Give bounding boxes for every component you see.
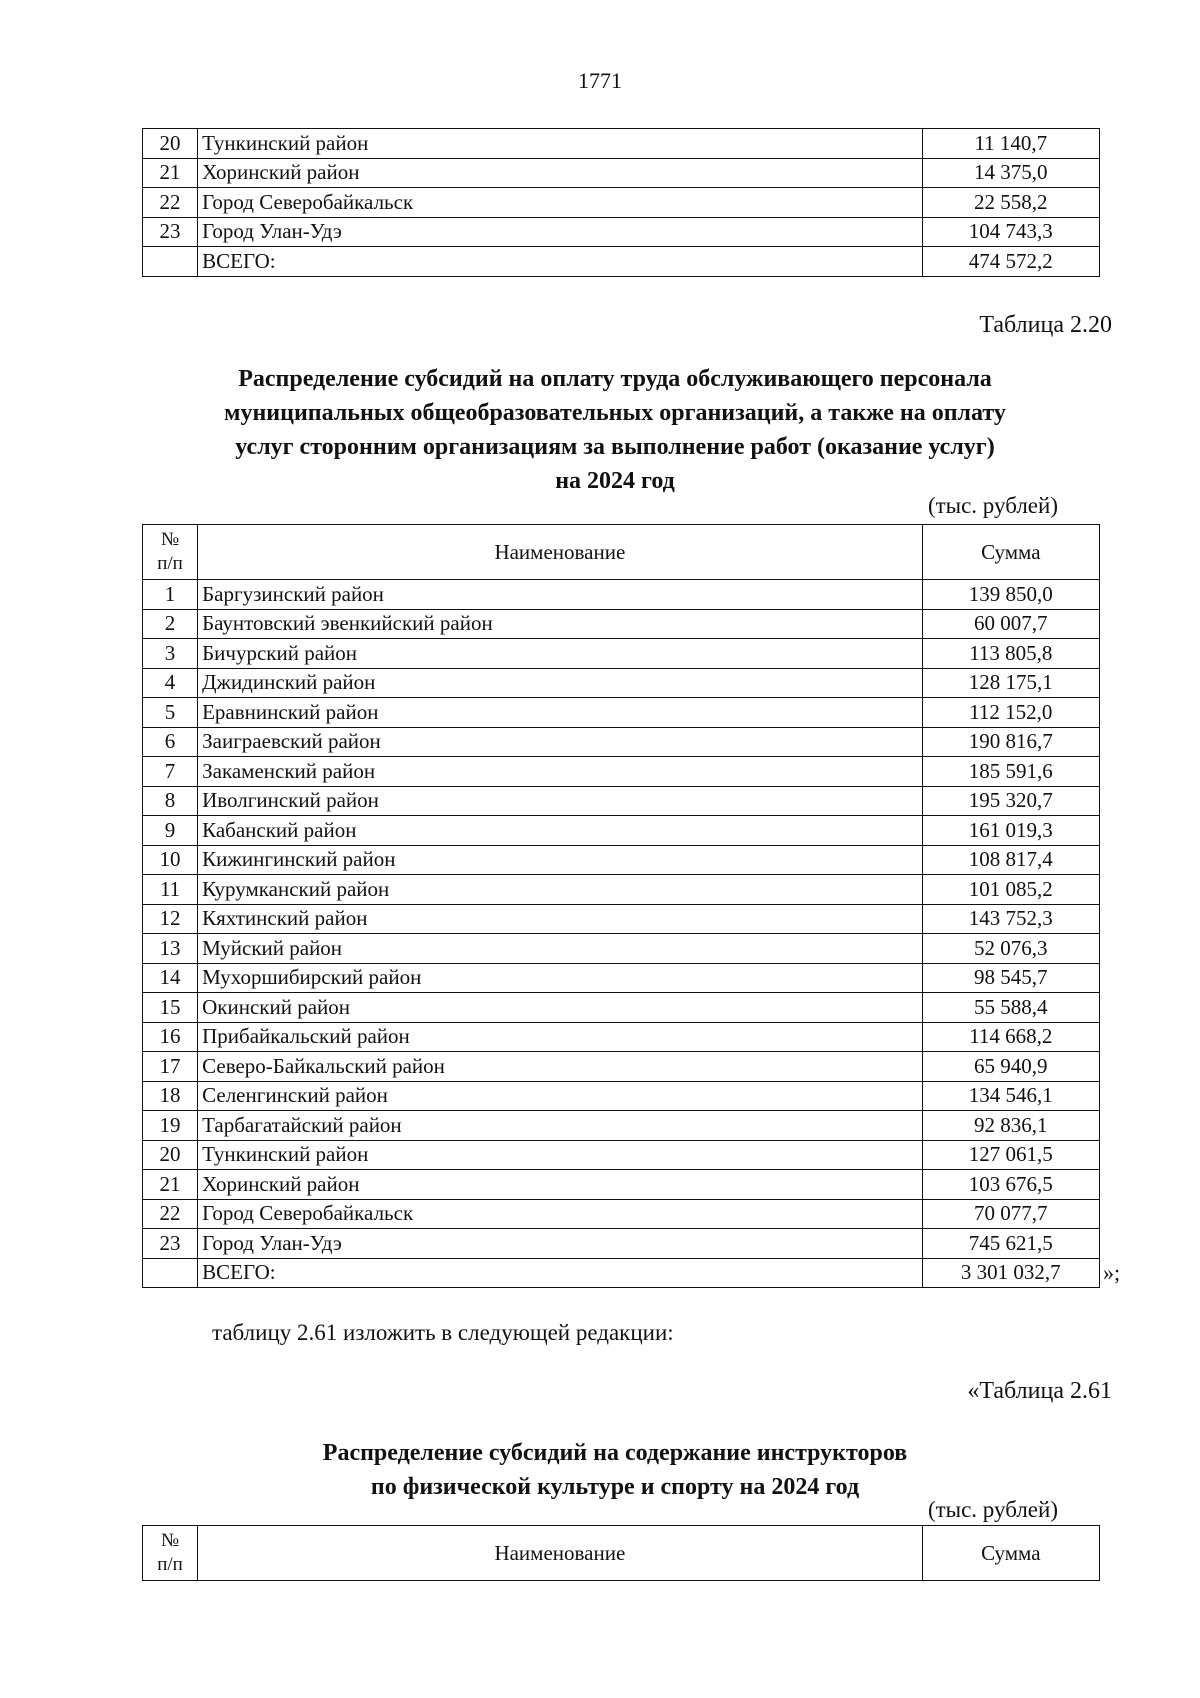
- row-sum: 112 152,0: [922, 698, 1099, 728]
- table-row: [143, 188, 1100, 218]
- table-row: [143, 934, 1100, 964]
- row-name: Город Улан-Удэ: [198, 1229, 923, 1259]
- table-row: [143, 609, 1100, 639]
- row-sum: 745 621,5: [922, 1229, 1099, 1259]
- table-row: [143, 580, 1100, 610]
- table-row: [143, 1229, 1100, 1259]
- row-number: 4: [143, 668, 198, 698]
- row-name: Бичурский район: [198, 639, 923, 669]
- row-name: Джидинский район: [198, 668, 923, 698]
- table-header-row: [143, 525, 1100, 580]
- header-name: Наименование: [198, 525, 923, 580]
- table-row: [143, 217, 1100, 247]
- heading-line: по физической культуре и спорту на 2024 год: [370, 1474, 860, 1500]
- row-sum: 70 077,7: [922, 1199, 1099, 1229]
- header-name: Наименование: [198, 1526, 923, 1581]
- table-row: [143, 757, 1100, 787]
- table-row: [143, 875, 1100, 905]
- row-sum: 52 076,3: [922, 934, 1099, 964]
- table-row: [143, 639, 1100, 669]
- table-row: [143, 816, 1100, 846]
- row-name: Мухоршибирский район: [198, 963, 923, 993]
- row-number: 9: [143, 816, 198, 846]
- row-sum: 128 175,1: [922, 668, 1099, 698]
- row-sum: 474 572,2: [922, 247, 1099, 277]
- row-number: 23: [143, 1229, 198, 1259]
- row-sum: 190 816,7: [922, 727, 1099, 757]
- row-number: [143, 247, 198, 277]
- row-number: 20: [143, 1140, 198, 1170]
- heading-table-2-61: [130, 1436, 1100, 1504]
- row-number: 18: [143, 1081, 198, 1111]
- row-number: 7: [143, 757, 198, 787]
- row-sum: 139 850,0: [922, 580, 1099, 610]
- heading-line: муниципальных общеобразовательных организаций, а также на оплату: [224, 400, 1006, 426]
- row-number: 12: [143, 904, 198, 934]
- row-name: Кабанский район: [198, 816, 923, 846]
- header-sum: Сумма: [922, 525, 1099, 580]
- row-sum: 108 817,4: [922, 845, 1099, 875]
- row-name: Город Северобайкальск: [198, 1199, 923, 1229]
- page-number: 1771: [578, 68, 622, 93]
- table-row: [143, 1199, 1100, 1229]
- instruction-text: таблицу 2.61 изложить в следующей редакции:: [212, 1320, 674, 1345]
- row-number: 6: [143, 727, 198, 757]
- row-sum: 11 140,7: [922, 129, 1099, 159]
- table-row: [143, 129, 1100, 159]
- table-row: [143, 1022, 1100, 1052]
- row-name: Курумканский район: [198, 875, 923, 905]
- row-number: 19: [143, 1111, 198, 1141]
- row-sum: 195 320,7: [922, 786, 1099, 816]
- row-number: 21: [143, 158, 198, 188]
- row-number: 22: [143, 1199, 198, 1229]
- table-row: [143, 1258, 1100, 1288]
- closing-quote-mark: »;: [1103, 1260, 1121, 1285]
- table-row: [143, 963, 1100, 993]
- row-sum: 60 007,7: [922, 609, 1099, 639]
- row-number: 2: [143, 609, 198, 639]
- row-sum: 22 558,2: [922, 188, 1099, 218]
- row-sum: 113 805,8: [922, 639, 1099, 669]
- table-label-2-61: «Таблица 2.61: [967, 1378, 1112, 1404]
- table-row: [143, 698, 1100, 728]
- table-row: [143, 1081, 1100, 1111]
- row-name: ВСЕГО:: [198, 1258, 923, 1288]
- row-name: Кяхтинский район: [198, 904, 923, 934]
- row-sum: 103 676,5: [922, 1170, 1099, 1200]
- row-name: Баунтовский эвенкийский район: [198, 609, 923, 639]
- table-2-61: [142, 1525, 1100, 1581]
- row-sum: 134 546,1: [922, 1081, 1099, 1111]
- heading-line: услуг сторонним организациям за выполнение работ (оказание услуг): [235, 434, 995, 460]
- row-name: Закаменский район: [198, 757, 923, 787]
- row-sum: 114 668,2: [922, 1022, 1099, 1052]
- row-name: Еравнинский район: [198, 698, 923, 728]
- row-number: [143, 1258, 198, 1288]
- row-name: Хоринский район: [198, 1170, 923, 1200]
- row-number: 14: [143, 963, 198, 993]
- row-number: 23: [143, 217, 198, 247]
- row-name: Иволгинский район: [198, 786, 923, 816]
- heading-line: Распределение субсидий на оплату труда обслуживающего персонала: [238, 366, 992, 392]
- row-name: Селенгинский район: [198, 1081, 923, 1111]
- row-sum: 185 591,6: [922, 757, 1099, 787]
- row-name: Баргузинский район: [198, 580, 923, 610]
- table-row: [143, 727, 1100, 757]
- heading-line: Распределение субсидий на содержание инструкторов: [322, 1440, 908, 1466]
- table-header-row: [143, 1526, 1100, 1581]
- row-name: Окинский район: [198, 993, 923, 1023]
- row-name: Тарбагатайский район: [198, 1111, 923, 1141]
- row-number: 15: [143, 993, 198, 1023]
- row-number: 8: [143, 786, 198, 816]
- heading-table-2-20: [130, 362, 1100, 498]
- row-number: 11: [143, 875, 198, 905]
- table-row: [143, 247, 1100, 277]
- row-name: Кижингинский район: [198, 845, 923, 875]
- row-name: Заиграевский район: [198, 727, 923, 757]
- table-row: [143, 904, 1100, 934]
- row-sum: 127 061,5: [922, 1140, 1099, 1170]
- row-sum: 65 940,9: [922, 1052, 1099, 1082]
- row-number: 20: [143, 129, 198, 159]
- row-name: Муйский район: [198, 934, 923, 964]
- row-name: Хоринский район: [198, 158, 923, 188]
- row-sum: 104 743,3: [922, 217, 1099, 247]
- heading-line: на 2024 год: [555, 468, 675, 494]
- units-label: (тыс. рублей): [927, 493, 1058, 518]
- header-sum: Сумма: [922, 1526, 1099, 1581]
- row-sum: 14 375,0: [922, 158, 1099, 188]
- units-label: (тыс. рублей): [927, 1497, 1058, 1522]
- table-row: [143, 158, 1100, 188]
- row-name: Тункинский район: [198, 129, 923, 159]
- row-name: Прибайкальский район: [198, 1022, 923, 1052]
- table-label-2-20: Таблица 2.20: [979, 312, 1112, 338]
- table-2-20: [142, 524, 1100, 1288]
- row-sum: 98 545,7: [922, 963, 1099, 993]
- table-row: [143, 1140, 1100, 1170]
- table-row: [143, 1111, 1100, 1141]
- row-sum: 101 085,2: [922, 875, 1099, 905]
- row-sum: 161 019,3: [922, 816, 1099, 846]
- table-row: [143, 1052, 1100, 1082]
- row-sum: 3 301 032,7: [922, 1258, 1099, 1288]
- row-number: 10: [143, 845, 198, 875]
- table-row: [143, 845, 1100, 875]
- row-number: 1: [143, 580, 198, 610]
- header-num: № п/п: [143, 525, 198, 580]
- row-sum: 143 752,3: [922, 904, 1099, 934]
- table-row: [143, 786, 1100, 816]
- row-number: 3: [143, 639, 198, 669]
- row-number: 16: [143, 1022, 198, 1052]
- row-number: 5: [143, 698, 198, 728]
- table-row: [143, 668, 1100, 698]
- row-name: Тункинский район: [198, 1140, 923, 1170]
- row-name: ВСЕГО:: [198, 247, 923, 277]
- header-num: № п/п: [143, 1526, 198, 1581]
- row-name: Северо-Байкальский район: [198, 1052, 923, 1082]
- row-number: 21: [143, 1170, 198, 1200]
- table-row: [143, 1170, 1100, 1200]
- row-number: 17: [143, 1052, 198, 1082]
- row-name: Город Северобайкальск: [198, 188, 923, 218]
- row-name: Город Улан-Удэ: [198, 217, 923, 247]
- row-number: 22: [143, 188, 198, 218]
- table-row: [143, 993, 1100, 1023]
- table-continuation: [142, 128, 1100, 277]
- row-sum: 92 836,1: [922, 1111, 1099, 1141]
- row-sum: 55 588,4: [922, 993, 1099, 1023]
- row-number: 13: [143, 934, 198, 964]
